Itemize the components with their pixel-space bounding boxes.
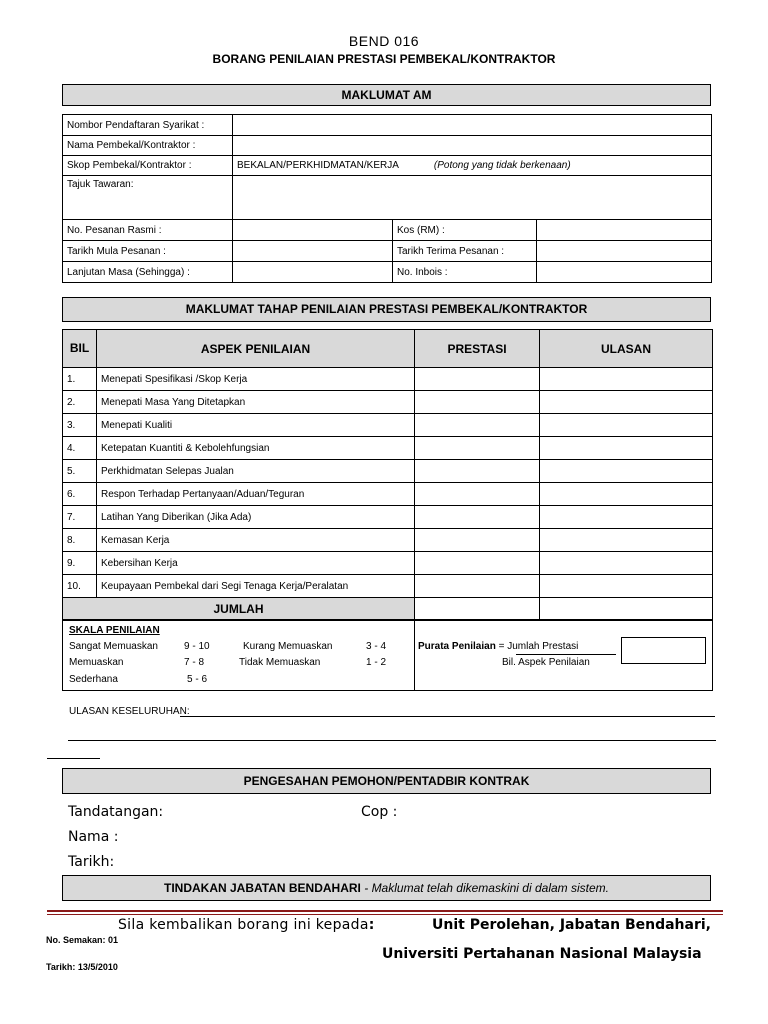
col-prestasi: PRESTASI bbox=[415, 330, 540, 368]
table-row bbox=[63, 529, 713, 552]
table-row bbox=[63, 506, 713, 529]
row-no: 8. bbox=[63, 529, 97, 552]
purata-label: Purata Penilaian bbox=[418, 641, 496, 652]
row-prestasi-input[interactable] bbox=[415, 437, 540, 460]
row-no: 3. bbox=[63, 414, 97, 437]
table-row bbox=[63, 552, 713, 575]
input-no-pendaftaran[interactable] bbox=[233, 115, 712, 136]
return-text: Sila kembalikan borang ini kepada bbox=[118, 917, 369, 933]
row-aspek: Menepati Spesifikasi /Skop Kerja bbox=[97, 368, 415, 391]
table-row bbox=[63, 437, 713, 460]
row-no: 10. bbox=[63, 575, 97, 598]
row-aspek: Kebersihan Kerja bbox=[97, 552, 415, 575]
col-aspek: ASPEK PENILAIAN bbox=[97, 330, 415, 368]
form-code: BEND 016 bbox=[348, 33, 420, 49]
table-row bbox=[63, 414, 713, 437]
purata-denominator: Bil. Aspek Penilaian bbox=[502, 657, 590, 668]
label-skop: Skop Pembekal/Kontraktor : bbox=[63, 156, 233, 176]
skala-tidak: Tidak Memuaskan bbox=[239, 657, 321, 668]
purata-formula bbox=[418, 641, 578, 652]
skala-sangat-range: 9 - 10 bbox=[184, 641, 210, 652]
ulasan-label: ULASAN KESELURUHAN: bbox=[69, 706, 190, 717]
return-universiti: Universiti Pertahanan Nasional Malaysia bbox=[382, 946, 702, 962]
skala-sederhana: Sederhana bbox=[69, 674, 118, 685]
return-colon: : bbox=[368, 917, 375, 933]
input-lanjutan[interactable] bbox=[233, 262, 393, 283]
row-prestasi-input[interactable] bbox=[415, 483, 540, 506]
general-info-table bbox=[62, 114, 712, 283]
evaluation-table bbox=[62, 329, 713, 621]
label-tandatangan: Tandatangan: bbox=[68, 804, 164, 820]
row-prestasi-input[interactable] bbox=[415, 575, 540, 598]
row-no: 4. bbox=[63, 437, 97, 460]
row-ulasan-input[interactable] bbox=[540, 368, 713, 391]
label-no-pendaftaran: Nombor Pendaftaran Syarikat : bbox=[63, 115, 233, 136]
row-no: 5. bbox=[63, 460, 97, 483]
label-no-inbois: No. Inbois : bbox=[393, 262, 537, 283]
row-prestasi-input[interactable] bbox=[415, 506, 540, 529]
label-cop: Cop : bbox=[361, 804, 398, 820]
row-ulasan-input[interactable] bbox=[540, 506, 713, 529]
label-nama-pengesah: Nama : bbox=[68, 829, 119, 845]
no-semakan: No. Semakan: 01 bbox=[46, 935, 119, 945]
section-penilaian: MAKLUMAT TAHAP PENILAIAN PRESTASI PEMBEKAL/KONTRAKTOR bbox=[62, 297, 711, 322]
col-bil: BIL bbox=[63, 330, 97, 368]
label-lanjutan: Lanjutan Masa (Sehingga) : bbox=[63, 262, 233, 283]
row-prestasi-input[interactable] bbox=[415, 552, 540, 575]
input-tajuk[interactable] bbox=[233, 176, 712, 220]
skala-memuaskan-range: 7 - 8 bbox=[184, 657, 205, 668]
label-nama: Nama Pembekal/Kontraktor : bbox=[63, 136, 233, 156]
tindakan-title: TINDAKAN JABATAN BENDAHARI bbox=[164, 881, 361, 895]
jumlah-label: JUMLAH bbox=[63, 598, 415, 621]
row-prestasi-input[interactable] bbox=[415, 460, 540, 483]
skala-sangat: Sangat Memuaskan bbox=[69, 641, 158, 652]
skala-sederhana-range: 5 - 6 bbox=[187, 674, 208, 685]
form-title: BORANG PENILAIAN PRESTASI PEMBEKAL/KONTRAKTOR bbox=[212, 52, 556, 66]
purata-numerator: Jumlah Prestasi bbox=[507, 641, 579, 652]
row-aspek: Menepati Kualiti bbox=[97, 414, 415, 437]
table-row bbox=[63, 483, 713, 506]
label-tarikh-mula: Tarikh Mula Pesanan : bbox=[63, 241, 233, 262]
row-aspek: Latihan Yang Diberikan (Jika Ada) bbox=[97, 506, 415, 529]
jumlah-prestasi[interactable] bbox=[415, 598, 540, 621]
row-aspek: Kemasan Kerja bbox=[97, 529, 415, 552]
purata-result-box[interactable] bbox=[621, 637, 706, 664]
table-row bbox=[63, 575, 713, 598]
input-nama[interactable] bbox=[233, 136, 712, 156]
input-kos[interactable] bbox=[537, 220, 712, 241]
row-ulasan-input[interactable] bbox=[540, 552, 713, 575]
input-tarikh-terima[interactable] bbox=[537, 241, 712, 262]
ulasan-line-3[interactable] bbox=[47, 758, 100, 759]
ulasan-line-1[interactable] bbox=[180, 716, 715, 717]
skop-value: BEKALAN/PERKHIDMATAN/KERJA bbox=[237, 160, 399, 171]
row-no: 2. bbox=[63, 391, 97, 414]
section-maklumat-am: MAKLUMAT AM bbox=[62, 84, 711, 106]
skala-kurang: Kurang Memuaskan bbox=[243, 641, 333, 652]
row-ulasan-input[interactable] bbox=[540, 529, 713, 552]
label-no-pesanan: No. Pesanan Rasmi : bbox=[63, 220, 233, 241]
skala-kurang-range: 3 - 4 bbox=[366, 641, 387, 652]
row-aspek: Ketepatan Kuantiti & Kebolehfungsian bbox=[97, 437, 415, 460]
return-instruction bbox=[118, 917, 375, 933]
row-ulasan-input[interactable] bbox=[540, 483, 713, 506]
skala-title: SKALA PENILAIAN bbox=[69, 625, 160, 636]
row-aspek: Menepati Masa Yang Ditetapkan bbox=[97, 391, 415, 414]
row-no: 9. bbox=[63, 552, 97, 575]
skala-box bbox=[62, 619, 713, 691]
skala-divider bbox=[414, 620, 415, 690]
ulasan-line-2[interactable] bbox=[68, 740, 716, 741]
skala-tidak-range: 1 - 2 bbox=[366, 657, 387, 668]
label-tajuk: Tajuk Tawaran: bbox=[63, 176, 233, 220]
footer-rule-bottom bbox=[47, 914, 723, 915]
purata-eq: = bbox=[495, 641, 508, 652]
col-ulasan: ULASAN bbox=[540, 330, 713, 368]
section-pengesahan: PENGESAHAN PEMOHON/PENTADBIR KONTRAK bbox=[62, 768, 711, 794]
row-no: 6. bbox=[63, 483, 97, 506]
row-aspek: Keupayaan Pembekal dari Segi Tenaga Kerja/Peralatan bbox=[97, 575, 415, 598]
row-ulasan-input[interactable] bbox=[540, 575, 713, 598]
table-row bbox=[63, 368, 713, 391]
row-no: 1. bbox=[63, 368, 97, 391]
row-prestasi-input[interactable] bbox=[415, 529, 540, 552]
row-aspek: Perkhidmatan Selepas Jualan bbox=[97, 460, 415, 483]
row-ulasan-input[interactable] bbox=[540, 414, 713, 437]
table-row bbox=[63, 391, 713, 414]
row-prestasi-input[interactable] bbox=[415, 391, 540, 414]
row-aspek: Respon Terhadap Pertanyaan/Aduan/Teguran bbox=[97, 483, 415, 506]
row-ulasan-input[interactable] bbox=[540, 437, 713, 460]
tarikh-semakan: Tarikh: 13/5/2010 bbox=[46, 962, 118, 972]
row-prestasi-input[interactable] bbox=[415, 414, 540, 437]
input-no-pesanan[interactable] bbox=[233, 220, 393, 241]
row-ulasan-input[interactable] bbox=[540, 391, 713, 414]
table-row bbox=[63, 460, 713, 483]
label-kos: Kos (RM) : bbox=[393, 220, 537, 241]
skala-memuaskan: Memuaskan bbox=[69, 657, 124, 668]
input-skop[interactable] bbox=[233, 156, 712, 176]
section-tindakan bbox=[62, 875, 711, 901]
jumlah-ulasan[interactable] bbox=[540, 598, 713, 621]
return-unit: Unit Perolehan, Jabatan Bendahari, bbox=[432, 917, 711, 933]
row-prestasi-input[interactable] bbox=[415, 368, 540, 391]
row-no: 7. bbox=[63, 506, 97, 529]
label-tarikh-pengesah: Tarikh: bbox=[68, 854, 115, 870]
label-tarikh-terima: Tarikh Terima Pesanan : bbox=[393, 241, 537, 262]
row-ulasan-input[interactable] bbox=[540, 460, 713, 483]
input-no-inbois[interactable] bbox=[537, 262, 712, 283]
skop-note: (Potong yang tidak berkenaan) bbox=[433, 160, 571, 171]
tindakan-note: - Maklumat telah dikemaskini di dalam sistem. bbox=[364, 881, 609, 895]
purata-fraction-line bbox=[516, 654, 616, 655]
footer-rule-top bbox=[47, 910, 723, 912]
input-tarikh-mula[interactable] bbox=[233, 241, 393, 262]
